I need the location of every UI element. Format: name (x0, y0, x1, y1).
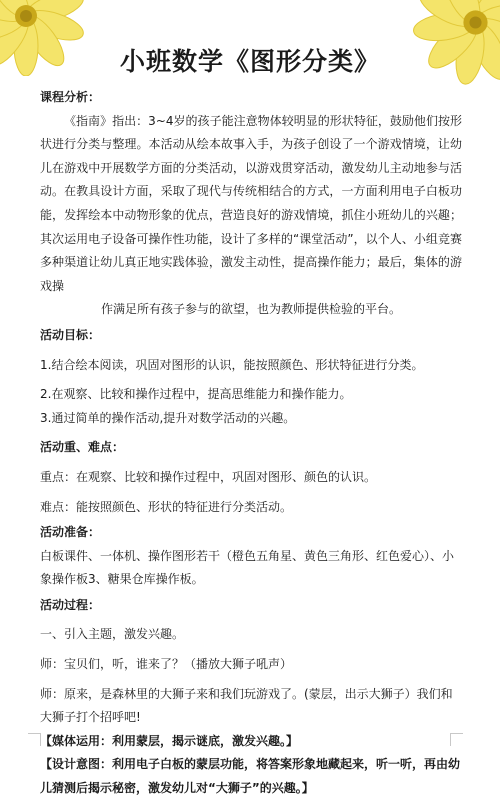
analysis-heading: 课程分析： (40, 90, 101, 104)
teacher-dialog-2: 师：原来，是森林里的大狮子来和我们玩游戏了。(蒙层，出示大狮子）我们和大狮子打个招呼吧! (40, 686, 453, 725)
preparation-text: 白板课件、一体机、操作图形若干（橙色五角星、黄色三角形、红色爱心）、小象操作板3、糖果仓库操作板。 (40, 548, 455, 587)
teacher-dialog-1: 师：宝贝们，听，谁来了？（播放大狮子吼声） (40, 657, 293, 672)
design-note: 【设计意图：利用电子白板的蒙层功能，将答案形象地藏起来，听一听，再由幼儿猜测后揭示秘密，激发幼儿对“大狮子”的兴趣。】 (40, 757, 461, 796)
key-points-heading: 活动重、难点： (40, 440, 125, 455)
crop-mark-bottom-left (28, 733, 41, 746)
key-point: 重点：在观察、比较和操作过程中，巩固对图形、颜色的认识。 (40, 469, 377, 484)
preparation-heading: 活动准备： (40, 525, 101, 540)
goal-item-3: 3.通过简单的操作活动,提升对数学活动的兴趣。 (40, 410, 296, 425)
analysis-paragraph: 《指南》指出：3~4岁的孩子能注意物体较明显的形状特征，鼓励他们按形状进行分类与整理。本活动从绘本故事入手，为孩子创设了一个游戏情境，让幼儿在游戏中开展数学方面的分类活动，以游戏贯穿活动，激发幼儿主动地参与活动。在教具设计方面，采取了现代与传统相结合的方式，一方面利用电子白板功能，发挥绘本中动物形象的优点，营造良好的游戏情境，抓住小班幼儿的兴趣；其次运用电子设备可操作性功能，设计了多样的“课堂活动”，以个人、小组竞赛多种渠道让幼儿真正地实践体验，激发主动性，提高操作能力；最后，集体的游戏操 (40, 113, 462, 293)
crop-mark-bottom-right (450, 733, 463, 746)
analysis-last-line: 作满足所有孩子参与的欲望，也为教师提供检验的平台。 (100, 302, 401, 317)
process-heading: 活动过程： (40, 597, 101, 612)
difficulty-point: 难点：能按照颜色、形状的特征进行分类活动。 (40, 499, 293, 514)
process-step-1: 一、引入主题，激发兴趣。 (40, 627, 185, 642)
goal-item-2: 2.在观察、比较和操作过程中，提高思维能力和操作能力。 (40, 387, 352, 402)
goal-item-1: 1.结合绘本阅读，巩固对图形的认识，能按照颜色、形状特征进行分类。 (40, 357, 424, 372)
goals-heading: 活动目标： (40, 327, 101, 342)
media-note: 【媒体运用：利用蒙层，揭示谜底，激发兴趣。】 (40, 733, 299, 748)
page-title: 小班数学《图形分类》 (119, 47, 380, 76)
document-body (40, 84, 462, 801)
